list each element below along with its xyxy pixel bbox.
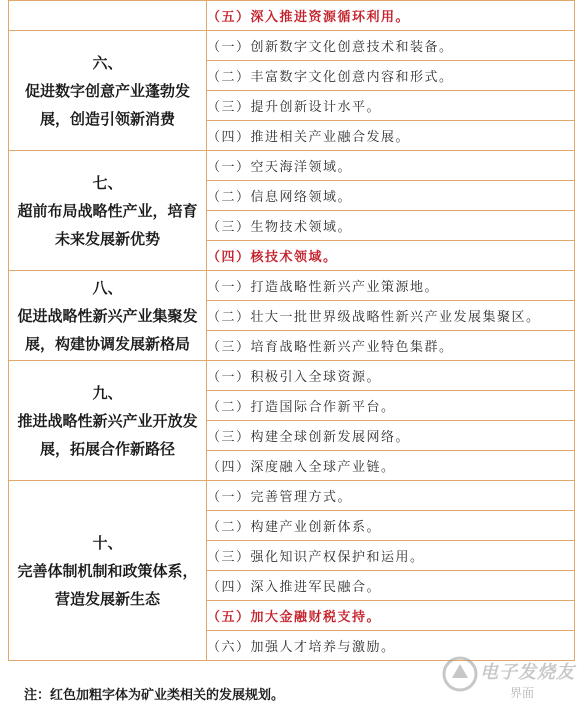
section-heading-6 [9,31,207,151]
list-item: （一）打造战略性新兴产业策源地。 [207,271,575,301]
list-item: （一）完善管理方式。 [207,481,575,511]
watermark-subtext: 界面 [510,686,535,700]
list-item: （四）深入推进军民融合。 [207,571,575,601]
section-title-line: 超前布局战略性产业，培育 [17,201,198,220]
list-item: （一）创新数字文化创意技术和装备。 [207,31,575,61]
table-row [9,31,575,61]
list-item: （六）加强人才培养与激励。 [207,631,575,661]
continuation-cell [9,1,207,31]
list-item: （三）构建全球创新发展网络。 [207,421,575,451]
section-number: 十、 [92,533,123,552]
table-row [9,481,575,511]
section-title-line: 营造发展新生态 [54,589,160,608]
list-item: （二）壮大一批世界级战略性新兴产业发展集聚区。 [207,301,575,331]
list-item: （一）积极引入全球资源。 [207,361,575,391]
list-item-highlighted: （五）加大金融财税支持。 [207,601,575,631]
section-title-line: 展，创造引领新消费 [39,109,175,128]
section-number: 六、 [92,53,123,72]
section-number: 八、 [92,278,123,297]
watermark-text: 电子发烧友 [480,662,575,683]
section-heading-7 [9,151,207,271]
section-heading-9 [9,361,207,481]
section-title-line: 展，构建协调发展新格局 [24,334,190,353]
list-item: （四）推进相关产业融合发展。 [207,121,575,151]
list-item: （三）强化知识产权保护和运用。 [207,541,575,571]
list-item: （二）打造国际合作新平台。 [207,391,575,421]
section-number: 九、 [92,383,123,402]
section-heading-10 [9,481,207,661]
section-title-line: 促进战略性新兴产业集聚发 [17,306,198,325]
list-item: （二）构建产业创新体系。 [207,511,575,541]
list-item: （三）生物技术领域。 [207,211,575,241]
list-item-highlighted: （四）核技术领域。 [207,241,575,271]
footnote: 注：红色加粗字体为矿业类相关的发展规划。 [24,688,285,703]
section-title-line: 展，拓展合作新路径 [39,439,175,458]
section-heading-8 [9,271,207,361]
list-item: （三）培育战略性新兴产业特色集群。 [207,331,575,361]
list-item: （四）深度融入全球产业链。 [207,451,575,481]
list-item: （二）信息网络领域。 [207,181,575,211]
section-title-line: 促进数字创意产业蓬勃发 [24,81,190,100]
section-title-line: 完善体制机制和政策体系， [17,561,198,580]
development-plan-table [8,0,575,661]
table-row [9,361,575,391]
list-item: （二）丰富数字文化创意内容和形式。 [207,61,575,91]
list-item-highlighted: （五）深入推进资源循环利用。 [207,1,575,31]
table-row [9,271,575,301]
list-item: （一）空天海洋领域。 [207,151,575,181]
section-title-line: 未来发展新优势 [54,229,160,248]
section-number: 七、 [92,173,123,192]
list-item: （三）提升创新设计水平。 [207,91,575,121]
section-title-line: 推进战略性新兴产业开放发 [17,411,198,430]
table-row [9,151,575,181]
table-row [9,1,575,31]
